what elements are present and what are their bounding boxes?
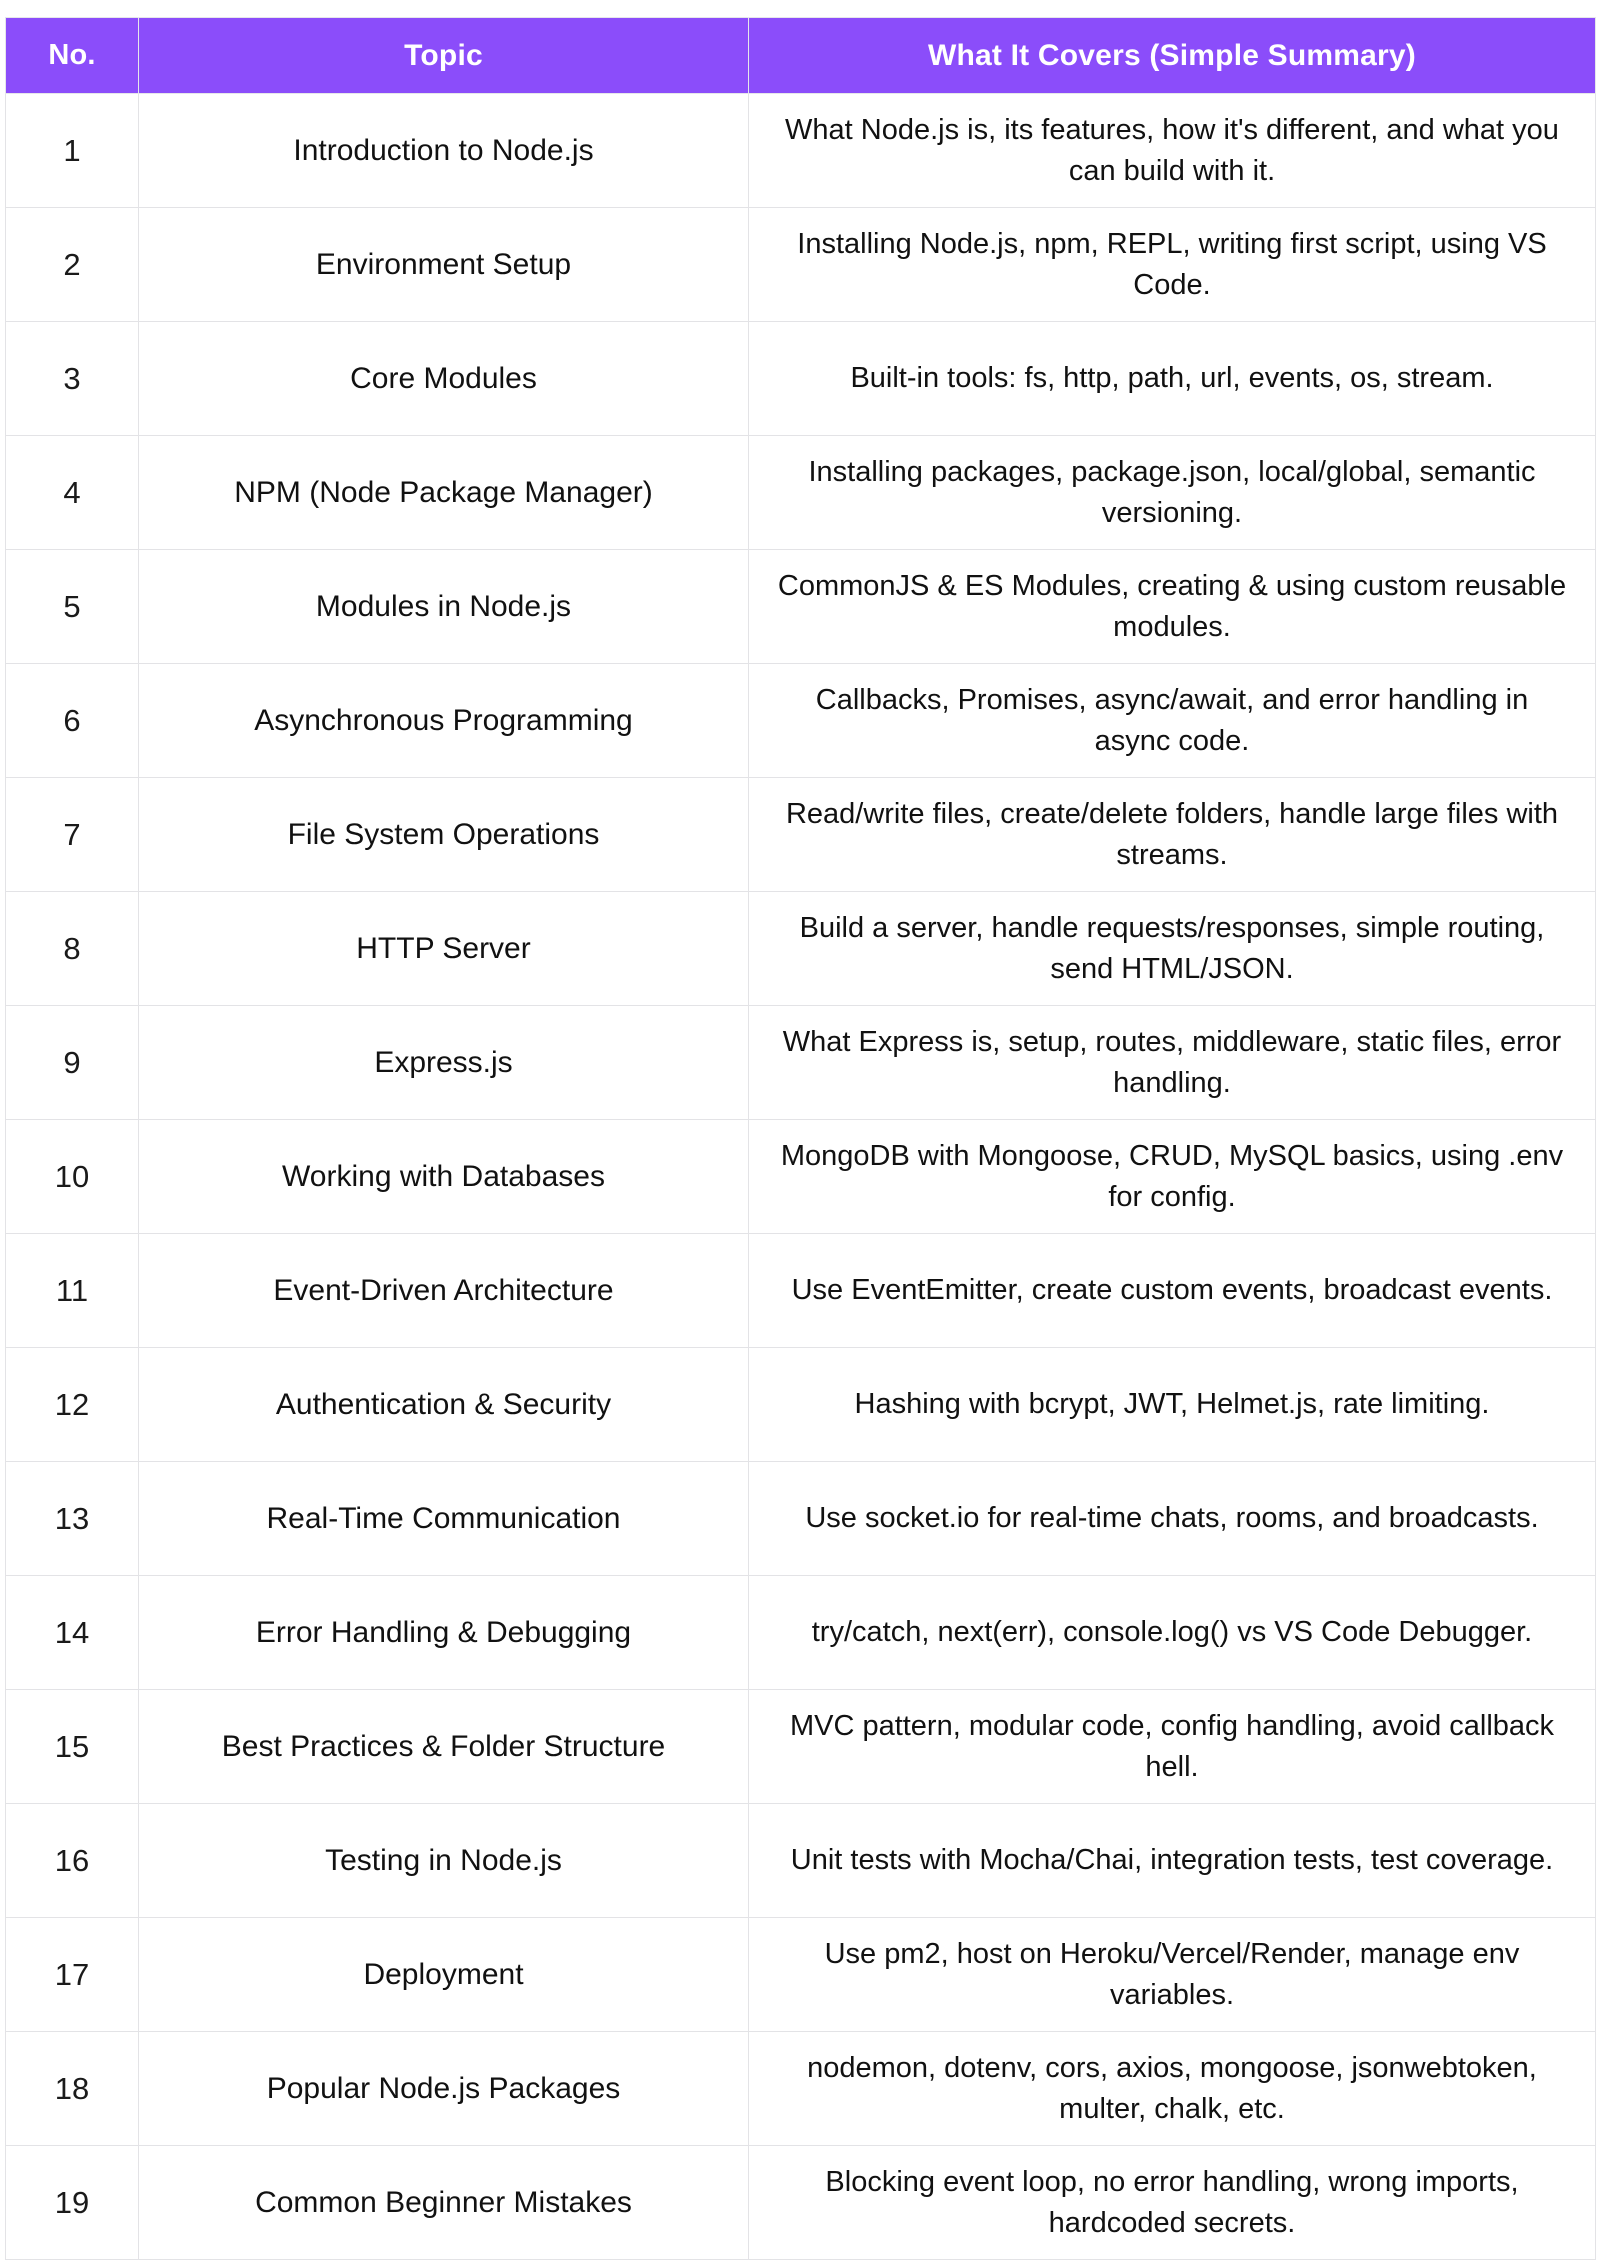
cell-row-number: 12 <box>6 1348 139 1462</box>
table-row <box>6 1348 1596 1462</box>
cell-summary: MVC pattern, modular code, config handling, avoid callback hell. <box>749 1690 1596 1804</box>
cell-topic: Express.js <box>139 1006 749 1120</box>
table-row <box>6 1006 1596 1120</box>
cell-row-number: 19 <box>6 2146 139 2260</box>
cell-summary: Callbacks, Promises, async/await, and error handling in async code. <box>749 664 1596 778</box>
cell-summary: Unit tests with Mocha/Chai, integration tests, test coverage. <box>749 1804 1596 1918</box>
column-header-what-it-covers: What It Covers (Simple Summary) <box>749 18 1596 94</box>
table-row <box>6 1576 1596 1690</box>
cell-topic: Introduction to Node.js <box>139 94 749 208</box>
table-row <box>6 208 1596 322</box>
table-row <box>6 2032 1596 2146</box>
cell-topic: File System Operations <box>139 778 749 892</box>
cell-row-number: 2 <box>6 208 139 322</box>
cell-row-number: 9 <box>6 1006 139 1120</box>
table-row <box>6 436 1596 550</box>
table-row <box>6 1690 1596 1804</box>
cell-topic: Error Handling & Debugging <box>139 1576 749 1690</box>
cell-row-number: 17 <box>6 1918 139 2032</box>
cell-topic: Core Modules <box>139 322 749 436</box>
cell-summary: Build a server, handle requests/responses, simple routing, send HTML/JSON. <box>749 892 1596 1006</box>
cell-summary: Built-in tools: fs, http, path, url, events, os, stream. <box>749 322 1596 436</box>
cell-summary: Installing packages, package.json, local/global, semantic versioning. <box>749 436 1596 550</box>
cell-topic: NPM (Node Package Manager) <box>139 436 749 550</box>
cell-row-number: 6 <box>6 664 139 778</box>
table-row <box>6 1804 1596 1918</box>
cell-summary: What Node.js is, its features, how it's different, and what you can build with it. <box>749 94 1596 208</box>
cell-row-number: 4 <box>6 436 139 550</box>
cell-topic: Testing in Node.js <box>139 1804 749 1918</box>
cell-topic: Popular Node.js Packages <box>139 2032 749 2146</box>
cell-topic: Deployment <box>139 1918 749 2032</box>
cell-summary: What Express is, setup, routes, middleware, static files, error handling. <box>749 1006 1596 1120</box>
cell-row-number: 5 <box>6 550 139 664</box>
cell-topic: Best Practices & Folder Structure <box>139 1690 749 1804</box>
table-row <box>6 94 1596 208</box>
table-header <box>6 18 1596 94</box>
cell-topic: Environment Setup <box>139 208 749 322</box>
table-row <box>6 1918 1596 2032</box>
cell-row-number: 7 <box>6 778 139 892</box>
cell-summary: CommonJS & ES Modules, creating & using custom reusable modules. <box>749 550 1596 664</box>
table-row <box>6 550 1596 664</box>
table-row <box>6 1462 1596 1576</box>
cell-topic: Modules in Node.js <box>139 550 749 664</box>
table-row <box>6 1120 1596 1234</box>
cell-summary: nodemon, dotenv, cors, axios, mongoose, jsonwebtoken, multer, chalk, etc. <box>749 2032 1596 2146</box>
cell-row-number: 3 <box>6 322 139 436</box>
cell-row-number: 15 <box>6 1690 139 1804</box>
column-header-topic: Topic <box>139 18 749 94</box>
table-row <box>6 892 1596 1006</box>
column-header-no: No. <box>6 18 139 94</box>
cell-summary: Blocking event loop, no error handling, wrong imports, hardcoded secrets. <box>749 2146 1596 2260</box>
cell-topic: Working with Databases <box>139 1120 749 1234</box>
cell-row-number: 10 <box>6 1120 139 1234</box>
cell-topic: Asynchronous Programming <box>139 664 749 778</box>
table-row <box>6 2146 1596 2260</box>
table-row <box>6 778 1596 892</box>
nodejs-topics-table <box>5 17 1596 2260</box>
cell-summary: Installing Node.js, npm, REPL, writing first script, using VS Code. <box>749 208 1596 322</box>
cell-summary: Hashing with bcrypt, JWT, Helmet.js, rate limiting. <box>749 1348 1596 1462</box>
cell-row-number: 11 <box>6 1234 139 1348</box>
table-header-row <box>6 18 1596 94</box>
cell-row-number: 16 <box>6 1804 139 1918</box>
table-body <box>6 94 1596 2260</box>
cell-row-number: 1 <box>6 94 139 208</box>
cell-topic: Real-Time Communication <box>139 1462 749 1576</box>
cell-summary: Use socket.io for real-time chats, rooms, and broadcasts. <box>749 1462 1596 1576</box>
cell-row-number: 13 <box>6 1462 139 1576</box>
cell-row-number: 8 <box>6 892 139 1006</box>
table-row <box>6 322 1596 436</box>
cell-summary: Use pm2, host on Heroku/Vercel/Render, manage env variables. <box>749 1918 1596 2032</box>
cell-topic: Authentication & Security <box>139 1348 749 1462</box>
cell-topic: Common Beginner Mistakes <box>139 2146 749 2260</box>
cell-summary: MongoDB with Mongoose, CRUD, MySQL basics, using .env for config. <box>749 1120 1596 1234</box>
cell-summary: try/catch, next(err), console.log() vs VS Code Debugger. <box>749 1576 1596 1690</box>
cell-row-number: 14 <box>6 1576 139 1690</box>
cell-summary: Use EventEmitter, create custom events, broadcast events. <box>749 1234 1596 1348</box>
table-row <box>6 1234 1596 1348</box>
cell-topic: Event-Driven Architecture <box>139 1234 749 1348</box>
cell-summary: Read/write files, create/delete folders, handle large files with streams. <box>749 778 1596 892</box>
table-row <box>6 664 1596 778</box>
cell-topic: HTTP Server <box>139 892 749 1006</box>
cell-row-number: 18 <box>6 2032 139 2146</box>
